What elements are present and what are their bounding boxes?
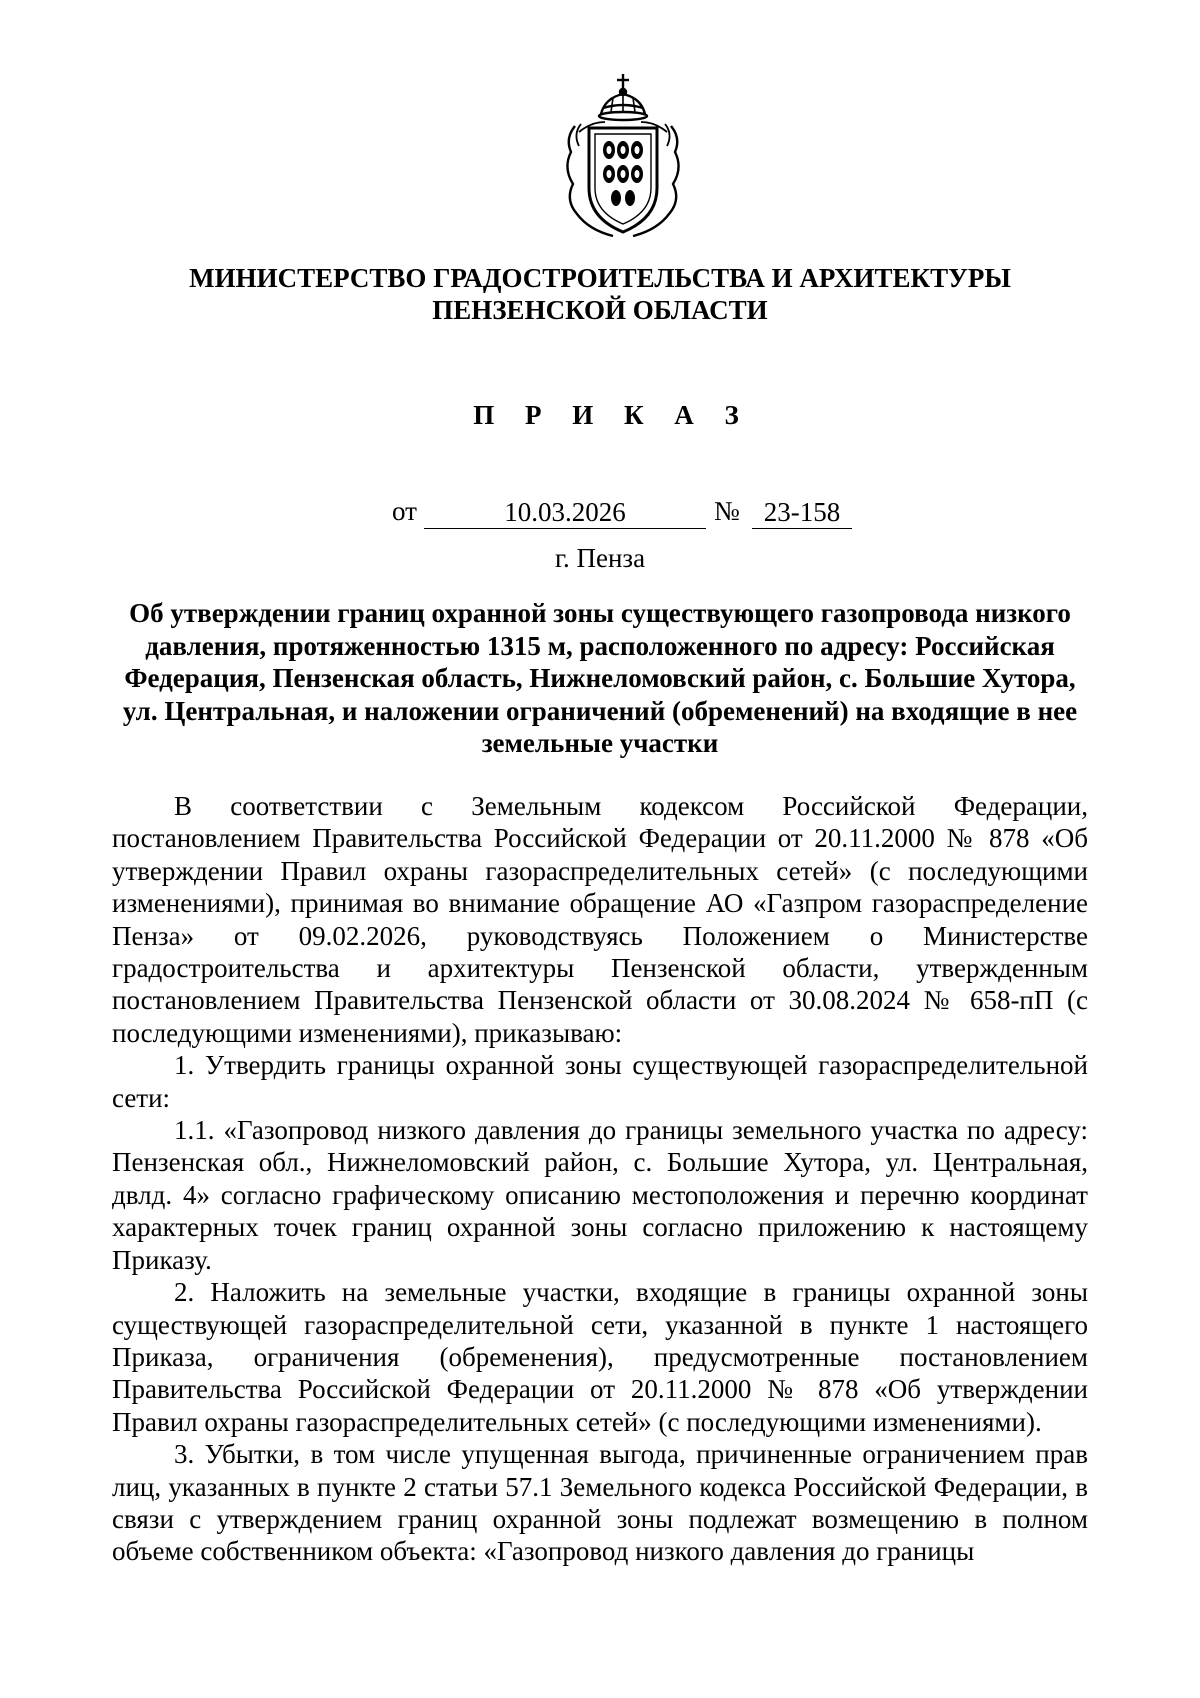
preamble-paragraph: В соответствии с Земельным кодексом Российской Федерации, постановлением Правительства Российской Федерации от 20.11.2000 № 878 «Об утверждении Правил охраны газораспределительных сетей» (с последующими изменениями), принимая во внимание обращение АО «Газпром газораспределение Пенза» от 09.02.2026, руководствуясь Положением о Министерстве градостроительства и архитектуры Пензенской области, утвержденным постановлением Правительства Пензенской области от 30.08.2024 № 658-пП (с последующими изменениями), приказываю: — [112, 791, 1088, 1048]
subject-line: давления, протяженностью 1315 м, расположенного по адресу: Российская — [145, 630, 1055, 661]
order-date: 10.03.2026 — [424, 496, 706, 529]
clause-3: 3. Убытки, в том числе упущенная выгода, причиненные ограничением прав лиц, указанных в пункте 2 статьи 57.1 Земельного кодекса Российской Федерации, в связи с утверждением границ охранной зоны подлежат возмещению в полном объеме собственником объекта: «Газопровод низкого давления до границы — [112, 1439, 1088, 1567]
subject-line: ул. Центральная, и наложении ограничений (обременений) на входящие в нее — [122, 695, 1078, 726]
ministry-name-line1: МИНИСТЕРСТВО ГРАДОСТРОИТЕЛЬСТВА И АРХИТЕКТУРЫ — [189, 263, 1011, 293]
clause-1: 1. Утвердить границы охранной зоны существующей газораспределительной сети: — [112, 1050, 1088, 1113]
from-label: от — [392, 496, 417, 526]
clause-2: 2. Наложить на земельные участки, входящие в границы охранной зоны существующей газораспределительной сети, указанной в пункте 1 настоящего Приказа, ограничения (обременения), предусмотренные постановлением Правительства Российской Федерации от 20.11.2000 № 878 «Об утверждении Правил охраны газораспределительных сетей» (с последующими изменениями). — [112, 1277, 1088, 1437]
subject-line: земельные участки — [481, 728, 719, 759]
order-body — [112, 790, 1088, 1568]
ministry-name-line2: ПЕНЗЕНСКОЙ ОБЛАСТИ — [432, 295, 768, 325]
subject-line: Об утверждении границ охранной зоны существующего газопровода низкого — [129, 598, 1071, 628]
city-label: г. Пенза — [554, 543, 646, 573]
number-label: № — [714, 496, 740, 526]
order-number: 23-158 — [752, 496, 852, 529]
coat-of-arms-emblem — [561, 68, 685, 242]
ministry-name — [100, 262, 1100, 326]
order-subject — [112, 597, 1088, 760]
subject-line: Федерация, Пензенская область, Нижнеломовский район, с. Большие Хутора, — [124, 663, 1076, 694]
clause-1-1: 1.1. «Газопровод низкого давления до границы земельного участка по адресу: Пензенская обл., Нижнеломовский район, с. Большие Хутора, ул. Центральная, двлд. 4» согласно графическому описанию местоположения и перечню координат характерных точек границ охранной зоны согласно приложению к настоящему Приказу. — [112, 1115, 1088, 1275]
document-type-title: П Р И К А З — [473, 400, 751, 430]
